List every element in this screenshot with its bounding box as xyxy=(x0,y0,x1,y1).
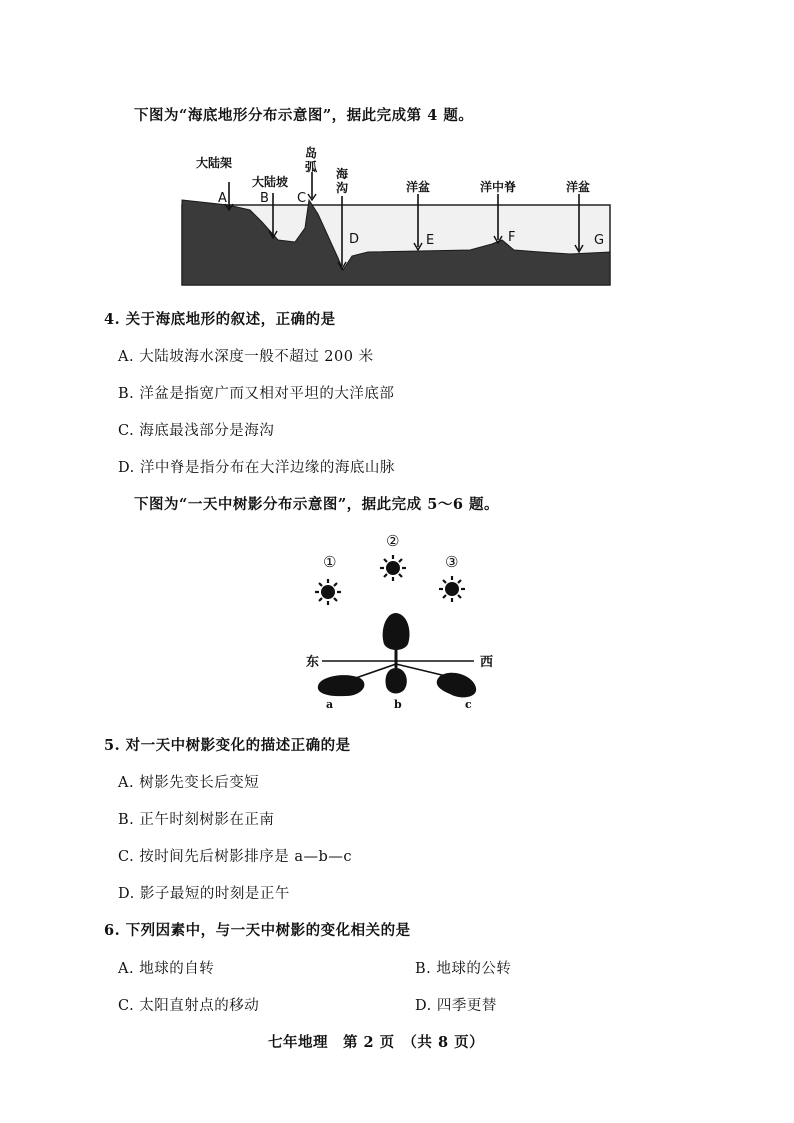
q6-option-d[interactable]: D. 四季更替 xyxy=(415,998,497,1014)
sun-icon-1 xyxy=(315,579,341,605)
q6-option-b[interactable]: B. 地球的公转 xyxy=(415,961,512,977)
page-footer: 七年地理 第 2 页 （共 8 页） xyxy=(268,1034,485,1051)
q5-option-d[interactable]: D. 影子最短的时刻是正午 xyxy=(118,886,290,902)
label-basin-2: 洋盆 xyxy=(566,180,591,194)
letter-c: C xyxy=(297,191,307,206)
q5-option-a[interactable]: A. 树影先变长后变短 xyxy=(118,775,260,791)
sun-label-2: ② xyxy=(386,532,400,550)
sun-icon-2 xyxy=(380,555,406,581)
letter-b: B xyxy=(260,191,269,206)
q6-option-a[interactable]: A. 地球的自转 xyxy=(118,961,215,977)
letter-g: G xyxy=(594,233,605,248)
q6-option-c[interactable]: C. 太阳直射点的移动 xyxy=(118,998,260,1014)
shadow-label-c: c xyxy=(465,698,472,711)
shadow-a xyxy=(318,675,365,696)
q4-stem: 4. 关于海底地形的叙述，正确的是 xyxy=(104,311,336,328)
q5-option-b[interactable]: B. 正午时刻树影在正南 xyxy=(118,812,275,828)
q5-stem: 5. 对一天中树影变化的描述正确的是 xyxy=(104,737,351,754)
sun-icon-3 xyxy=(439,576,465,602)
label-island-arc-bottom: 弧 xyxy=(305,160,318,174)
label-continental-slope: 大陆坡 xyxy=(252,175,289,189)
label-ocean-ridge: 洋中脊 xyxy=(480,180,517,194)
q6-stem: 6. 下列因素中，与一天中树影的变化相关的是 xyxy=(104,922,411,939)
shadow-c xyxy=(437,673,476,698)
label-continental-shelf: 大陆架 xyxy=(196,156,233,170)
label-basin-1: 洋盆 xyxy=(406,180,431,194)
q4-option-b[interactable]: B. 洋盆是指宽广而又相对平坦的大洋底部 xyxy=(118,386,395,402)
tree-crown xyxy=(383,613,410,650)
shadow-b xyxy=(385,668,406,693)
q4-option-a[interactable]: A. 大陆坡海水深度一般不超过 200 米 xyxy=(118,349,374,365)
sun-label-1: ① xyxy=(323,553,337,571)
intro-text-2: 下图为“一天中树影分布示意图”，据此完成 5～6 题。 xyxy=(134,496,499,513)
label-island-arc-top: 岛 xyxy=(305,146,318,160)
label-east: 东 xyxy=(306,655,320,670)
label-west: 西 xyxy=(480,655,494,670)
q5-option-c[interactable]: C. 按时间先后树影排序是 a—b—c xyxy=(118,849,352,865)
letter-f: F xyxy=(508,230,516,245)
letter-d: D xyxy=(349,232,360,247)
label-trench-bottom: 沟 xyxy=(336,181,349,195)
letter-a: A xyxy=(218,191,227,206)
letter-e: E xyxy=(426,233,435,248)
shadow-label-a: a xyxy=(326,698,334,711)
q4-option-c[interactable]: C. 海底最浅部分是海沟 xyxy=(118,423,275,439)
q4-option-d[interactable]: D. 洋中脊是指分布在大洋边缘的海底山脉 xyxy=(118,460,395,476)
sun-label-3: ③ xyxy=(445,553,459,571)
shadow-label-b: b xyxy=(394,698,402,711)
intro-text-1: 下图为“海底地形分布示意图”，据此完成第 4 题。 xyxy=(134,107,474,124)
label-trench-top: 海 xyxy=(336,167,349,181)
